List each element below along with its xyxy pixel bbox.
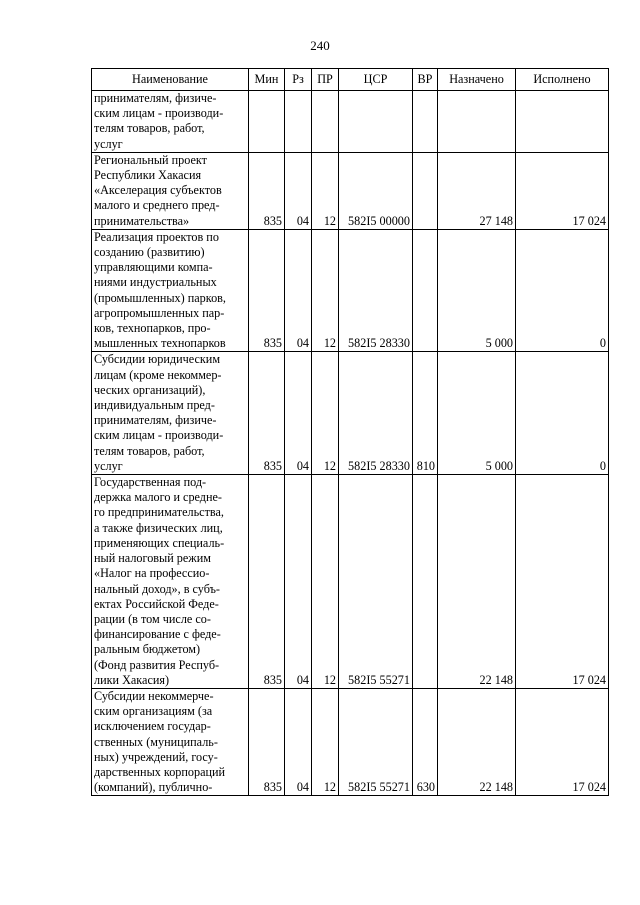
row-vr: [413, 229, 438, 352]
row-csr: 582I5 00000: [339, 152, 413, 229]
row-pr: 12: [312, 475, 339, 689]
row-executed: [516, 91, 609, 153]
row-rz: 04: [285, 152, 312, 229]
table-row: [92, 91, 609, 153]
row-name: Субсидии юридическим лицам (кроме некоммер- ческих организаций), индивидуальным пред- принимателям, физиче- ским лицам - производи- телям товаров, работ, услуг: [92, 352, 249, 475]
row-planned: 27 148: [438, 152, 516, 229]
row-planned: [438, 91, 516, 153]
row-planned: 5 000: [438, 352, 516, 475]
row-name: Региональный проект Республики Хакасия «Акселерация субъектов малого и среднего пред- принимательства»: [92, 152, 249, 229]
row-executed: 0: [516, 352, 609, 475]
header-min: Мин: [249, 69, 285, 91]
row-min: 835: [249, 229, 285, 352]
row-min: 835: [249, 688, 285, 795]
header-vr: ВР: [413, 69, 438, 91]
row-pr: 12: [312, 152, 339, 229]
header-executed: Исполнено: [516, 69, 609, 91]
header-planned: Назначено: [438, 69, 516, 91]
row-rz: 04: [285, 229, 312, 352]
header-csr: ЦСР: [339, 69, 413, 91]
row-rz: 04: [285, 352, 312, 475]
row-name: принимателям, физиче- ским лицам - производи- телям товаров, работ, услуг: [92, 91, 249, 153]
row-csr: [339, 91, 413, 153]
row-csr: 582I5 28330: [339, 229, 413, 352]
row-min: 835: [249, 475, 285, 689]
row-executed: 0: [516, 229, 609, 352]
row-rz: 04: [285, 475, 312, 689]
row-name: Субсидии некоммерче- ским организациям (за исключением государ- ственных (муниципаль- ных) учреждений, госу- дарственных корпораций (компаний), публично-: [92, 688, 249, 795]
row-planned: 22 148: [438, 475, 516, 689]
row-executed: 17 024: [516, 475, 609, 689]
row-vr: [413, 152, 438, 229]
row-pr: 12: [312, 352, 339, 475]
row-vr: 630: [413, 688, 438, 795]
table-row: [92, 475, 609, 689]
row-name: Государственная под- держка малого и средне- го предпринимательства, а также физических лиц, применяющих специаль- ный налоговый режим «Налог на профессио- нальный доход», в субъ- ектах Российской Феде- рации (в том числе со- финансирование с феде- ральным бюджетом) (Фонд развития Респуб- лики Хакасия): [92, 475, 249, 689]
table-row: [92, 152, 609, 229]
row-pr: 12: [312, 688, 339, 795]
row-planned: 5 000: [438, 229, 516, 352]
table-row: [92, 229, 609, 352]
table-header-row: [92, 69, 609, 91]
table-row: [92, 352, 609, 475]
row-pr: [312, 91, 339, 153]
row-name: Реализация проектов по созданию (развитию) управляющими компа- ниями индустриальных (промышленных) парков, агропромышленных пар- ков, технопарков, про- мышленных технопарков: [92, 229, 249, 352]
row-min: 835: [249, 352, 285, 475]
row-executed: 17 024: [516, 152, 609, 229]
row-csr: 582I5 28330: [339, 352, 413, 475]
row-rz: 04: [285, 688, 312, 795]
page-number: 240: [310, 38, 330, 53]
row-executed: 17 024: [516, 688, 609, 795]
header-rz: Рз: [285, 69, 312, 91]
row-csr: 582I5 55271: [339, 475, 413, 689]
header-name: Наименование: [92, 69, 249, 91]
header-pr: ПР: [312, 69, 339, 91]
row-planned: 22 148: [438, 688, 516, 795]
row-min: 835: [249, 152, 285, 229]
row-vr: [413, 475, 438, 689]
row-vr: 810: [413, 352, 438, 475]
row-rz: [285, 91, 312, 153]
budget-table: [91, 68, 609, 796]
table-row: [92, 688, 609, 795]
row-vr: [413, 91, 438, 153]
row-csr: 582I5 55271: [339, 688, 413, 795]
row-pr: 12: [312, 229, 339, 352]
row-min: [249, 91, 285, 153]
